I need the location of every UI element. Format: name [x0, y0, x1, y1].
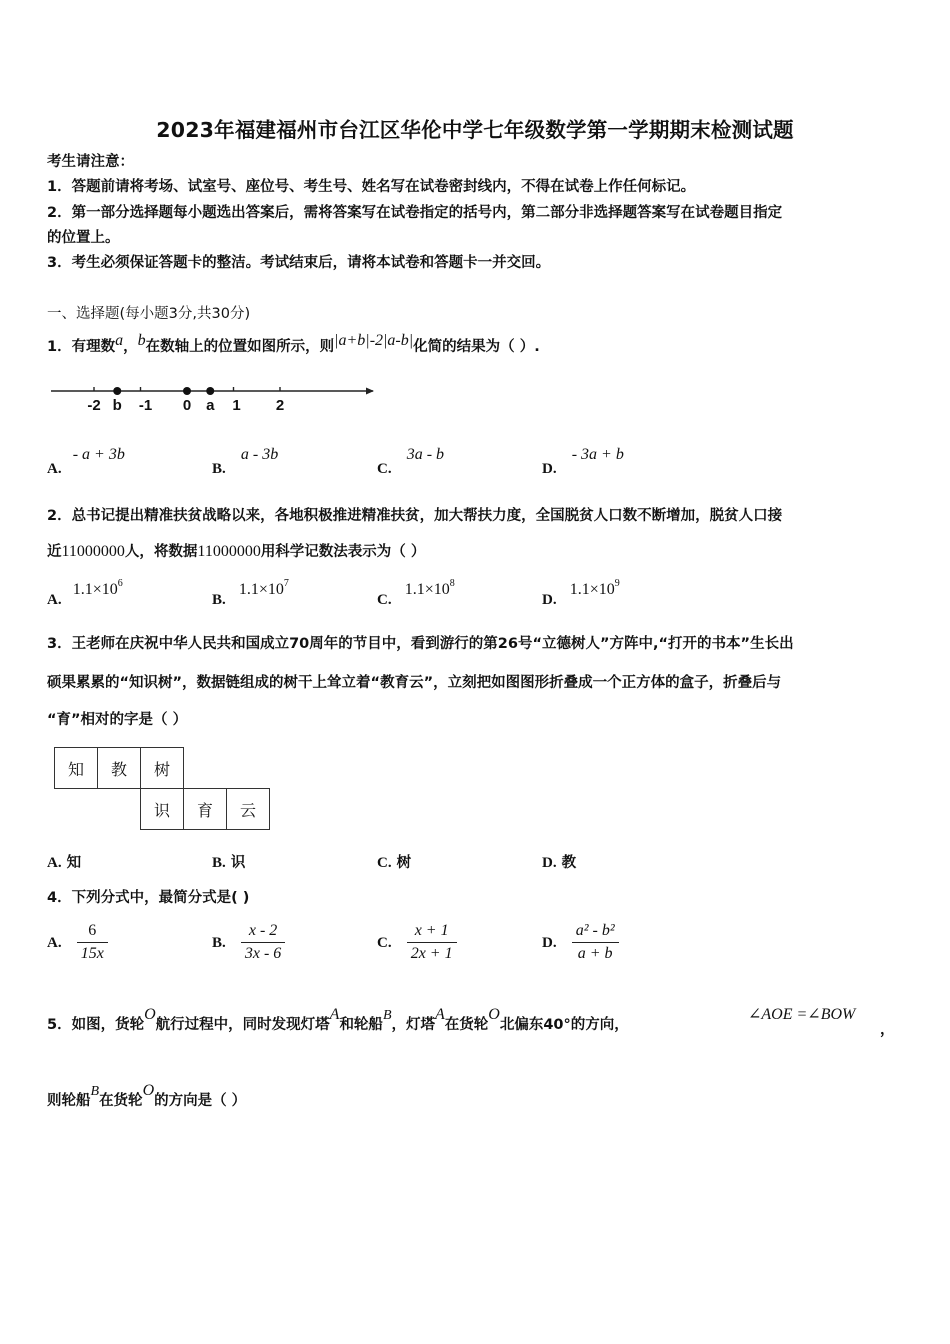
question-2-line2 [47, 540, 425, 561]
denominator: 3x - 6 [244, 945, 282, 962]
option-exponent: 8 [449, 578, 455, 589]
q4-option-a[interactable] [47, 922, 108, 963]
option-label: A. [47, 935, 62, 951]
notice-item: 3．考生必须保证答题卡的整洁。考试结束后，请将本试卷和答题卡一并交回。 [47, 255, 551, 271]
q5-text: 的方向是（ ） [154, 1093, 247, 1109]
notice-heading: 考生请注意： [47, 154, 134, 170]
option-label: B. [212, 855, 226, 871]
option-value: 知 [66, 855, 82, 871]
question-5-line2 [47, 1082, 246, 1110]
fraction [241, 922, 285, 963]
option-value: 树 [396, 855, 412, 871]
denominator: a + b [577, 945, 613, 962]
q1-option-a[interactable] [47, 444, 125, 477]
q2-option-b[interactable] [212, 578, 289, 608]
denominator: 2x + 1 [410, 945, 453, 962]
numerator: x - 2 [241, 922, 285, 943]
option-label: C. [377, 592, 392, 608]
option-label: A. [47, 855, 62, 871]
option-exponent: 7 [283, 578, 289, 589]
q1-option-b[interactable] [212, 444, 279, 477]
var-A: A [435, 1006, 445, 1023]
number-line-arrow [366, 388, 374, 395]
option-value: a - 3b [240, 446, 279, 463]
option-value: 1.1×10 [238, 581, 284, 598]
option-label: D. [542, 855, 557, 871]
option-value: 1.1×10 [404, 581, 450, 598]
net-cell: 教 [98, 748, 141, 789]
notice-item: 1．答题前请将考场、试室号、座位号、考生号、姓名写在试卷密封线内，不得在试卷上作任何标记。 [47, 179, 696, 195]
option-label: C. [377, 855, 392, 871]
var-O: O [144, 1006, 156, 1023]
q5-text: 则轮船 [47, 1093, 91, 1109]
var-B: B [90, 1084, 100, 1099]
option-label: D. [542, 461, 557, 477]
question-1-stem [47, 332, 540, 356]
cube-net [54, 747, 270, 830]
net-cell: 育 [184, 789, 227, 830]
q5-angle-expression [748, 1004, 855, 1024]
page-title: 2023年福建福州市台江区华伦中学七年级数学第一学期期末检测试题 [156, 118, 794, 142]
q5-text: 北偏东40°的方向， [499, 1017, 629, 1033]
option-value: 1.1×10 [72, 581, 118, 598]
q4-option-c[interactable] [377, 922, 457, 963]
q3-option-a[interactable] [47, 851, 81, 872]
q3-option-d[interactable] [542, 851, 576, 872]
notice-item: 2．第一部分选择题每小题选出答案后，需将答案写在试卷指定的括号内，第二部分非选择题答案写在试卷题目指定 [47, 205, 783, 221]
question-4-stem: 4．下列分式中，最简分式是( ) [47, 890, 250, 906]
fraction [77, 922, 108, 963]
q1-suffix: 化简的结果为（ ）. [413, 339, 540, 355]
notice-item: 的位置上。 [47, 230, 120, 246]
fraction [572, 922, 619, 963]
option-value: 1.1×10 [569, 581, 615, 598]
number-line-label: 0 [182, 397, 192, 414]
var-B: B [382, 1008, 392, 1023]
var-a: a [115, 332, 124, 349]
fraction [407, 922, 457, 963]
var-b: b [137, 332, 146, 349]
q5-text: 和轮船 [339, 1017, 383, 1033]
q2-text: 用科学记数法表示为（ ） [260, 544, 426, 560]
number-line [48, 378, 388, 418]
q1-mid: 在数轴上的位置如图所示，则 [145, 339, 335, 355]
option-label: A. [47, 592, 62, 608]
number-line-point-a [206, 387, 214, 395]
option-value: - a + 3b [72, 446, 125, 463]
number-line-label: 2 [275, 397, 285, 414]
q2-option-d[interactable] [542, 578, 620, 608]
q5-comma: ， [880, 1022, 895, 1038]
question-2-line1: 2．总书记提出精准扶贫战略以来，各地积极推进精准扶贫，加大帮扶力度，全国脱贫人口数不断增加，脱贫人口接 [47, 508, 783, 524]
q2-text: 近 [47, 544, 62, 560]
number-line-point-zero [183, 387, 191, 395]
q1-option-d[interactable] [542, 444, 624, 477]
numerator: x + 1 [407, 922, 457, 943]
q1-prefix: 1．有理数 [47, 339, 116, 355]
q1-option-c[interactable] [377, 444, 445, 477]
q3-option-b[interactable] [212, 851, 245, 872]
option-exponent: 6 [117, 578, 123, 589]
option-value: 3a - b [406, 446, 445, 463]
option-exponent: 9 [614, 578, 620, 589]
number-line-label: b [112, 397, 122, 414]
q3-option-c[interactable] [377, 851, 411, 872]
q5-text: 航行过程中，同时发现灯塔 [155, 1017, 330, 1033]
option-label: B. [212, 461, 226, 477]
question-3-line1: 3．王老师在庆祝中华人民共和国成立70周年的节目中，看到游行的第26号“立德树人”方阵中,“打开的书本”生长出 [47, 636, 794, 652]
number-line-label: 1 [232, 397, 241, 414]
net-cell: 知 [55, 748, 98, 789]
net-cell: 树 [141, 748, 184, 789]
numerator: a² - b² [572, 922, 619, 943]
question-3-line3: “育”相对的字是（ ） [47, 712, 188, 728]
option-label: C. [377, 461, 392, 477]
q2-option-a[interactable] [47, 578, 123, 608]
q2-number: 11000000 [197, 543, 261, 560]
option-value: 识 [230, 855, 246, 871]
number-line-point-b [113, 387, 121, 395]
denominator: 15x [80, 945, 104, 962]
var-O: O [142, 1082, 155, 1099]
option-label: D. [542, 592, 557, 608]
option-label: B. [212, 935, 226, 951]
q5-text: 5．如图，货轮 [47, 1017, 145, 1033]
var-A: A [329, 1006, 340, 1023]
q2-number: 11000000 [61, 543, 125, 560]
q2-option-c[interactable] [377, 578, 455, 608]
option-label: D. [542, 935, 557, 951]
option-label: C. [377, 935, 392, 951]
q5-text: ，灯塔 [391, 1017, 435, 1033]
q5-text: 在货轮 [99, 1093, 143, 1109]
q2-text: 人，将数据 [124, 544, 198, 560]
net-cell: 识 [141, 789, 184, 830]
option-label: A. [47, 461, 62, 477]
q5-text: 在货轮 [444, 1017, 489, 1033]
numerator: 6 [77, 922, 108, 943]
q4-option-b[interactable] [212, 922, 285, 963]
option-value: 教 [561, 855, 577, 871]
net-cell: 云 [227, 789, 270, 830]
number-line-label: -2 [87, 397, 101, 414]
angle-expression: ∠AOE =∠BOW [748, 1006, 856, 1023]
option-value: - 3a + b [571, 446, 624, 463]
option-label: B. [212, 592, 226, 608]
number-line-label: a [206, 397, 215, 414]
number-line-label: -1 [138, 397, 153, 414]
q1-sep: ， [123, 339, 138, 355]
section-heading: 一、选择题(每小题3分,共30分) [47, 306, 251, 322]
var-O: O [488, 1006, 500, 1023]
q1-expression: |a+b|-2|a-b| [334, 332, 414, 349]
question-3-line2: 硕果累累的“知识树”，数据链组成的树干上耸立着“教育云”，立刻把如图图形折叠成一个正方体的盒子，折叠后与 [47, 675, 782, 691]
q4-option-d[interactable] [542, 922, 619, 963]
